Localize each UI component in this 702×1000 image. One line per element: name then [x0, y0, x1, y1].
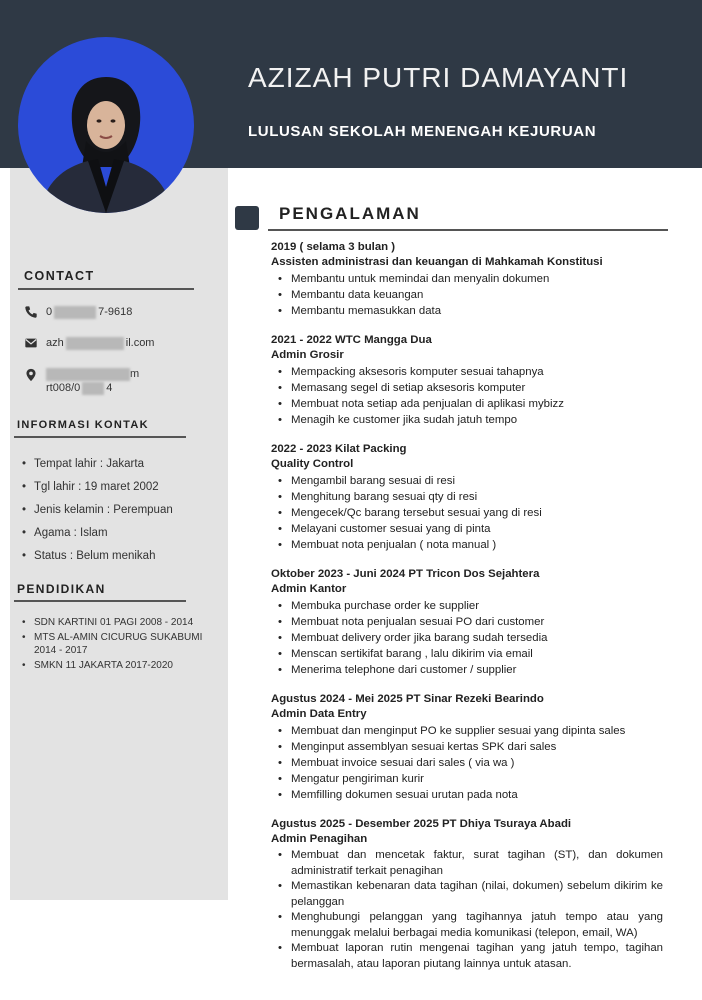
job-entry	[271, 817, 663, 972]
job-entry	[271, 692, 663, 803]
job-task: • Membuat laporan rutin mengenai tagihan yang jatuh tempo, tagihan bermasalah, atau laporan piutang lainnya untuk atasan.	[271, 941, 663, 972]
job-task: • Membuat nota penjualan ( nota manual )	[271, 537, 663, 553]
education-item: • SDN KARTINI 01 PAGI 2008 - 2014	[22, 616, 212, 629]
job-task: • Memastikan kebenaran data tagihan (nilai, dokumen) sebelum dikirim ke pelanggan	[271, 879, 663, 910]
job-role: Admin Data Entry	[271, 708, 367, 720]
job-task: • Membantu memasukkan data	[271, 303, 663, 319]
job-task: • Membuka purchase order ke supplier	[271, 598, 663, 614]
job-task: • Menagih ke customer jika sudah jatuh tempo	[271, 412, 663, 428]
education-item: • MTS AL-AMIN CICURUG SUKABUMI 2014 - 2017	[22, 631, 212, 657]
job-task: • Membuat nota penjualan sesuai PO dari customer	[271, 614, 663, 630]
education-item: • SMKN 11 JAKARTA 2017-2020	[22, 659, 212, 672]
location-pin-icon	[24, 366, 38, 384]
section-marker-square	[235, 206, 259, 230]
contact-email	[24, 337, 154, 350]
job-period: Agustus 2025 - Desember 2025 PT Dhiya Tsuraya Abadi	[271, 818, 572, 830]
candidate-name: AZIZAH PUTRI DAMAYANTI	[248, 62, 629, 93]
job-entry	[271, 567, 663, 678]
info-item: • Agama : Islam	[22, 525, 173, 548]
job-task: • Membantu untuk memindai dan menyalin dokumen	[271, 271, 663, 287]
experience-divider	[268, 229, 668, 231]
contact-phone	[24, 306, 132, 319]
education-title: PENDIDIKAN	[17, 582, 106, 596]
job-task: • Membuat dan menginput PO ke supplier sesuai yang dipinta sales	[271, 723, 663, 739]
address-line1-suffix: m	[130, 368, 140, 380]
job-role: Assisten administrasi dan keuangan di Mahkamah Konstitusi	[271, 256, 603, 268]
job-period: 2019 ( selama 3 bulan )	[271, 241, 396, 253]
job-task: • Membuat delivery order jika barang sudah tersedia	[271, 630, 663, 646]
phone-prefix: 0	[46, 306, 53, 318]
info-item: • Tgl lahir : 19 maret 2002	[22, 479, 173, 502]
job-role: Admin Kantor	[271, 583, 347, 595]
job-task: • Menginput assemblyan sesuai kertas SPK dari sales	[271, 739, 663, 755]
envelope-icon	[24, 336, 38, 350]
phone-icon	[24, 305, 38, 319]
job-task: • Mengatur pengiriman kurir	[271, 771, 663, 787]
info-list	[22, 456, 173, 571]
job-task: • Memasang segel di setiap aksesoris komputer	[271, 380, 663, 396]
job-entry	[271, 333, 663, 428]
info-item: • Tempat lahir : Jakarta	[22, 456, 173, 479]
job-role: Admin Grosir	[271, 349, 344, 361]
job-task: • Membuat nota setiap ada penjualan di aplikasi mybizz	[271, 396, 663, 412]
experience-list	[271, 240, 663, 986]
job-task: • Membuat dan mencetak faktur, surat tagihan (ST), dan dokumen administratif terkait penagihan	[271, 848, 663, 879]
contact-title: CONTACT	[24, 269, 95, 283]
job-task: • Melayani customer sesuai yang di pinta	[271, 521, 663, 537]
job-task: • Menghubungi pelanggan yang tagihannya jatuh tempo atau yang menunggak melalui berbagai media komunikasi (telepon, email, WA)	[271, 910, 663, 941]
job-task: • Menscan sertikifat barang , lalu dikirim via email	[271, 646, 663, 662]
info-item: • Jenis kelamin : Perempuan	[22, 502, 173, 525]
email-prefix: azh	[46, 337, 64, 349]
experience-title: PENGALAMAN	[279, 204, 421, 223]
email-suffix: il.com	[125, 337, 155, 349]
email-redaction	[66, 337, 124, 350]
job-task: • Mengecek/Qc barang tersebut sesuai yang di resi	[271, 505, 663, 521]
job-task: • Memfilling dokumen sesuai urutan pada nota	[271, 787, 663, 803]
person-silhouette-icon	[18, 37, 194, 213]
job-period: 2021 - 2022 WTC Mangga Dua	[271, 334, 432, 346]
phone-redaction	[54, 306, 96, 319]
info-divider	[14, 436, 186, 438]
address-line2-suffix: 4	[106, 382, 113, 394]
job-period: Agustus 2024 - Mei 2025 PT Sinar Rezeki Bearindo	[271, 693, 544, 705]
info-title: INFORMASI KONTAK	[17, 419, 149, 431]
education-divider	[14, 600, 186, 602]
education-list	[22, 616, 212, 674]
job-role: Admin Penagihan	[271, 833, 368, 845]
job-task: • Mempacking aksesoris komputer sesuai tahapnya	[271, 364, 663, 380]
candidate-subtitle: LULUSAN SEKOLAH MENENGAH KEJURUAN	[248, 123, 597, 140]
job-period: 2022 - 2023 Kilat Packing	[271, 443, 407, 455]
job-role: Quality Control	[271, 458, 354, 470]
job-task: • Mengambil barang sesuai di resi	[271, 473, 663, 489]
job-task: • Menghitung barang sesuai qty di resi	[271, 489, 663, 505]
job-entry	[271, 240, 663, 319]
contact-address	[24, 367, 139, 395]
job-entry	[271, 442, 663, 553]
info-item: • Status : Belum menikah	[22, 548, 173, 571]
phone-suffix: 7-9618	[98, 306, 133, 318]
job-task: • Menerima telephone dari customer / supplier	[271, 662, 663, 678]
address-line2-prefix: rt008/0	[46, 382, 81, 394]
job-task: • Membuat invoice sesuai dari sales ( via wa )	[271, 755, 663, 771]
job-period: Oktober 2023 - Juni 2024 PT Tricon Dos Sejahtera	[271, 568, 540, 580]
address-redaction-1	[46, 368, 130, 381]
address-redaction-2	[82, 382, 104, 395]
contact-divider	[18, 288, 194, 290]
job-task: • Membantu data keuangan	[271, 287, 663, 303]
profile-photo	[18, 37, 194, 213]
